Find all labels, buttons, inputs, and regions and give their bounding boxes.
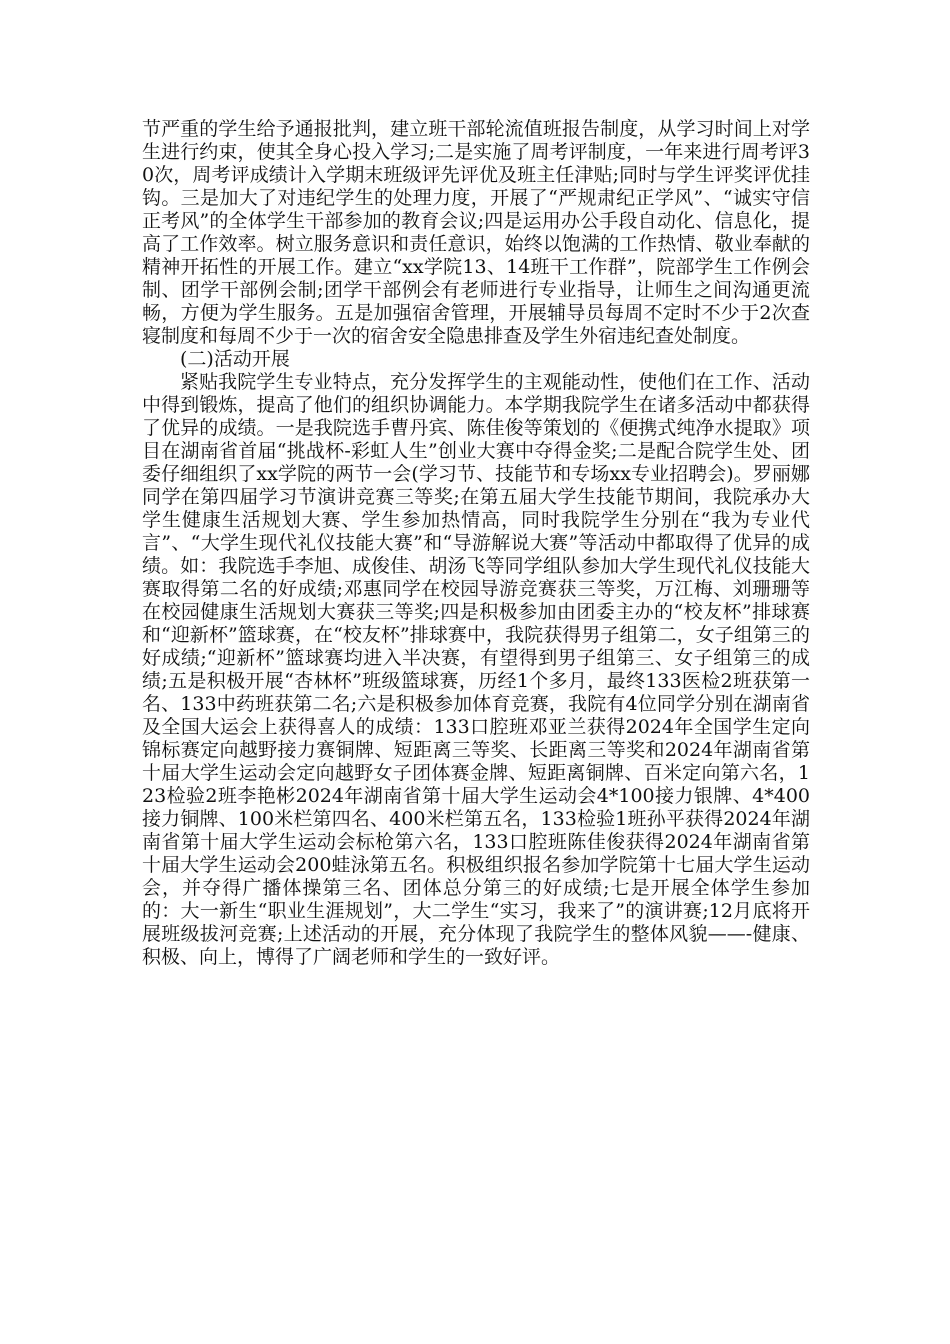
paragraph-work-management: 节严重的学生给予通报批判，建立班干部轮流值班报告制度，从学习时间上对学生进行约束，使其全身心投入学习;二是实施了周考评制度，一年来进行周考评30次，周考评成绩计入学期末班级评先评优及班主任津贴;同时与学生评奖评优挂钩。三是加大了对违纪学生的处理力度，开展了“严规肃纪正学风”、“诚实守信正考风”的全体学生干部参加的教育会议;四是运用办公手段自动化、信息化，提高了工作效率。树立服务意识和责任意识，始终以饱满的工作热情、敬业奉献的精神开拓性的开展工作。建立“xx学院13、14班干工作群”，院部学生工作例会制、团学干部例会制;团学干部例会有老师进行专业指导，让师生之间沟通更流畅，方便为学生服务。五是加强宿舍管理，开展辅导员每周不定时不少于2次查寝制度和每周不少于一次的宿舍安全隐患排查及学生外宿违纪查处制度。 [142,118,810,347]
document-body [142,118,810,969]
section-heading-activities: (二)活动开展 [180,348,290,370]
paragraph-activities: 紧贴我院学生专业特点，充分发挥学生的主观能动性，使他们在工作、活动中得到锻炼，提高了他们的组织协调能力。本学期我院学生在诸多活动中都获得了优异的成绩。一是我院选手曹丹宾、陈佳俊等策划的《便携式纯净水提取》项目在湖南省首届“挑战杯-彩虹人生”创业大赛中夺得金奖;二是配合院学生处、团委仔细组织了xx学院的两节一会(学习节、技能节和专场xx专业招聘会)。罗丽娜同学在第四届学习节演讲竞赛三等奖;在第五届大学生技能节期间，我院承办大学生健康生活规划大赛、学生参加热情高，同时我院学生分别在“我为专业代言”、“大学生现代礼仪技能大赛”和“导游解说大赛”等活动中都取得了优异的成绩。如：我院选手李旭、成俊佳、胡汤飞等同学组队参加大学生现代礼仪技能大赛取得第二名的好成绩;邓惠同学在校园导游竞赛获三等奖，万江梅、刘珊珊等在校园健康生活规划大赛获三等奖;四是积极参加由团委主办的“校友杯”排球赛和“迎新杯”篮球赛，在“校友杯”排球赛中，我院获得男子组第二，女子组第三的好成绩;“迎新杯”篮球赛均进入半决赛，有望得到男子组第三、女子组第三的成绩;五是积极开展“杏林杯”班级篮球赛，历经1个多月，最终133医检2班获第一名、133中药班获第二名;六是积极参加体育竞赛，我院有4位同学分别在湖南省及全国大运会上获得喜人的成绩：133口腔班邓亚兰获得2024年全国学生定向锦标赛定向越野接力赛铜牌、短距离三等奖、长距离三等奖和2024年湖南省第十届大学生运动会定向越野女子团体赛金牌、短距离铜牌、百米定向第六名，123检验2班李艳彬2024年湖南省第十届大学生运动会4*100接力银牌、4*400接力铜牌、100米栏第四名、400米栏第五名，133检验1班孙平获得2024年湖南省第十届大学生运动会标枪第六名，133口腔班陈佳俊获得2024年湖南省第十届大学生运动会200蛙泳第五名。积极组织报名参加学院第十七届大学生运动会，并夺得广播体操第三名、团体总分第三的好成绩;七是开展全体学生参加的：大一新生“职业生涯规划”，大二学生“实习，我来了”的演讲赛;12月底将开展班级拔河竞赛;上述活动的开展，充分体现了我院学生的整体风貌——-健康、积极、向上，博得了广阔老师和学生的一致好评。 [142,371,810,968]
